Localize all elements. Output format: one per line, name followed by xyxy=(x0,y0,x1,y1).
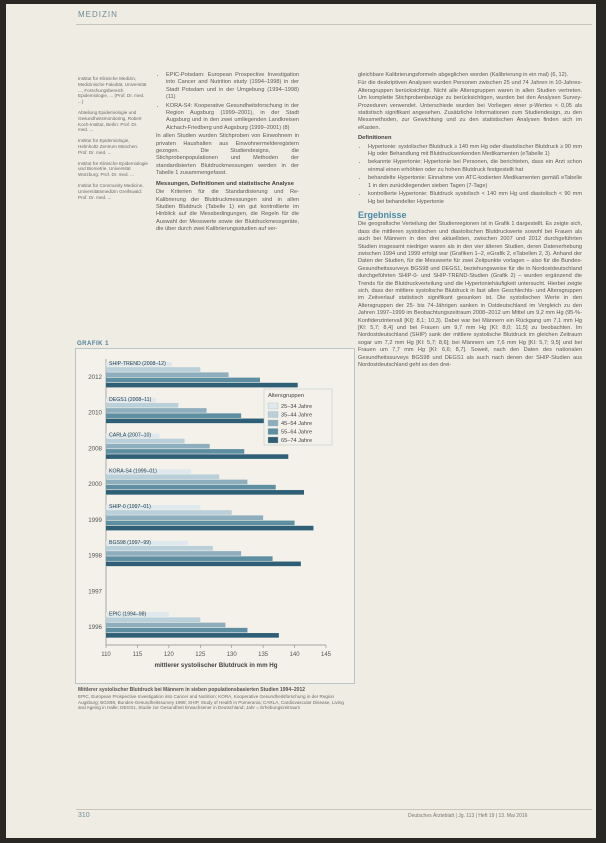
bar xyxy=(106,617,200,622)
paragraph: Für die deskriptiven Analysen wurden Personen zwischen 25 und 74 Jahren in 10-Jahres-Altersgruppen berücksichtigt. Nicht alle Altersgruppen waren in allen Studien vertreten. Um komplette Stichprobenbezüge zu berücksichtigen, wurden bei den Analysen Survey-Prozeduren verwendet. Unterschiede wurden bei Vorliegen einer p-Wertes < 0,05 als statistisch signifikant angesehen. Zusätzliche Informationen zum Studiendesign, zu den Messmethoden, zur Gewichtung und zu den statistischen Analysen finden sich im eKasten. xyxy=(358,80,582,131)
bar xyxy=(106,378,260,383)
affiliation-4: Institut für Klinische Epidemiologie und Biometrie, Universität Würzburg: Prof. Dr. med. ... xyxy=(78,160,148,178)
chart-frame xyxy=(75,348,355,684)
section-label: MEDIZIN xyxy=(78,10,118,19)
text-column-middle xyxy=(156,72,299,235)
x-tick-label: 120 xyxy=(163,652,174,658)
x-tick-label: 115 xyxy=(132,652,143,658)
x-tick-label: 130 xyxy=(226,652,237,658)
legend-entry: 65–74 Jahre xyxy=(281,438,313,444)
legend-entry: 55–64 Jahre xyxy=(281,429,313,436)
definition-item: • kontrollierte Hypertonie: Blutdruck systolisch < 140 mm Hg und diastolisch < 90 mm Hg bei behandelter Hypertonie xyxy=(368,191,582,206)
paragraph: gleichbare Kalibrierungsformeln abgeglichen worden (Kalibrierung in ein mal) (6, 12). xyxy=(358,72,569,78)
bar xyxy=(106,480,247,485)
year-label: 2008 xyxy=(88,445,102,453)
bar xyxy=(106,454,288,459)
study-label: BGS98 (1997–99) xyxy=(109,539,151,546)
study-label: DEGS1 (2008–11) xyxy=(109,396,152,403)
legend-swatch xyxy=(268,403,278,409)
text-column-right xyxy=(358,72,582,370)
x-axis-label: mittlerer systolischer Blutdruck in mm Hg xyxy=(154,662,278,669)
journal-page xyxy=(6,4,596,838)
bar xyxy=(106,521,295,526)
bar xyxy=(106,403,178,408)
bar xyxy=(106,413,241,418)
bar xyxy=(106,474,219,479)
bar xyxy=(106,562,301,567)
footer-rule xyxy=(76,809,592,810)
study-label: SHIP-TREND (2008–12) xyxy=(109,361,166,368)
bar xyxy=(106,439,185,444)
legend-title: Altersgruppen xyxy=(268,393,305,399)
results-heading: Ergebnisse xyxy=(358,209,407,220)
page-number: 310 xyxy=(78,812,90,819)
results-paragraph: Die geografische Verteilung der Studienregionen ist in Grafik 1 dargestellt. Es zeigte sich, dass die mittleren systolischen und diastolischen Blutdruckwerte sowohl bei Frauen als auch bei Männern in den drei aktuellsten, zwischen 2007 und 2012 durchgeführten Studien insgesamt niedriger waren als in den vier älteren Studien, deren Datenerhebung zwischen 1994 und 1999 erfolgt war (Grafiken 1–2, eGrafik 2, eTabellen 2, 3). Anhand der Daten der Studien, für die Messwerte für zwei Zeitpunkte vorlagen – also für die Bundes-Gesundheitssurveys BGS98 und DEGS1, beziehungsweise für die in Nordostdeutschland durchgeführten SHIP-0- und SHIP-TREND-Studien (Grafik 2) – wurden ergänzend die Trends für die Blutdruckverteilung und die Hypertoniehäufigkeit untersucht. Hierbei zeigte sich, dass der mittlere systolische Blutdruck in fast allen Geschlechts- und Altersgruppen im Zeitverlauf statistisch signifikant gesunken ist. Die systolischen Werte in den Altersgruppen der 25- bis 74-Jährigen sanken in Ostdeutschland im Vergleich zu den Jahren 1997–1999 im Beobachtungszeitraum 2008–2012 um Mittel um 9,2 mm Hg (95-%-Konfidenzintervall [KI]: 8,1; 10,3). Dabei war bei Männern ein Rückgang um 7,1 mm Hg [KI: 5,7; 8,4] und bei Frauen um 9,7 mm Hg [KI: 8,0; 11,5] zu beobachten. Im Nordostdeutschland (SHIP) sank der mittlere systolische Blutdruck im gleichen Zeitraum sogar um 7,2 mm Hg [KI: 5,7; 8,6]; bei Männern um 7,6 mm Hg [KI: 5,7; 9,5] und bei Frauen um 7,7 mm Hg [KI: 6,6; 8,7]. Soweit, nach den Daten des nationalen Gesundheitssurveys BGS98 und DEGS1 als auch nach denen der SHIP-Studien aus Nordostdeutschland geht es den drei- xyxy=(358,221,582,369)
definition-item: • bekannte Hypertonie: Hypertonie bei Personen, die berichteten, dass ein Arzt schon einmal einen erhöhten oder zu hohen Blutdruck festgestellt hat xyxy=(368,159,582,174)
bar xyxy=(106,444,210,449)
bar xyxy=(106,490,304,495)
bar xyxy=(106,633,279,638)
year-label: 1999 xyxy=(88,516,102,524)
study-item-epic: • EPIC-Potsdam: European Prospective Investigation into Cancer and Nutrition study (1994–1998) in der Stadt Potsdam und in der Umgebung (1994–1998) (11) xyxy=(166,72,299,102)
bar xyxy=(106,628,247,633)
journal-reference: Deutsches Ärzteblatt | Jg. 113 | Heft 19 | 13. Mai 2016 xyxy=(408,813,528,819)
legend-swatch xyxy=(268,412,278,418)
year-label: 1997 xyxy=(88,588,102,596)
x-tick-label: 140 xyxy=(289,652,300,658)
caption-title: Mittlerer systolischer Blutdruck bei Männern in sieben populationsbasierten Studien 1994–2012 xyxy=(78,687,306,693)
x-tick-label: 110 xyxy=(101,652,111,658)
paragraph: Die Kriterien für die Standardisierung und Re-Kalibrierung der Blutdruckmessungen sind in allen Studien Blutdruck (Tabelle 1) ein gut kontrollierte im Hinblick auf die Messbedingungen, die Regeln für die Auswahl der Messwerte sowie der Blutdruckmessgeräte, die über durch zwei Kalibrierungsstudien auf ver- xyxy=(156,189,299,233)
graphic-label: GRAFIK 1 xyxy=(77,341,110,347)
bar xyxy=(106,383,298,388)
study-label: SHIP-0 (1997–01) xyxy=(109,504,151,511)
affiliation-5: Institut für Community Medicine, Universitätsmedizin Greifswald: Prof. Dr. med. ... xyxy=(78,182,144,200)
header-rule xyxy=(76,24,592,25)
study-label: EPIC (1994–98) xyxy=(109,611,147,618)
caption-text: EPIC, European Prospective Investigation into Cancer and Nutrition; KORA, Kooperative Gesundheitsforschung in der Region Augsburg; BGS98, Bundes-Gesundheitssurvey 1998; SHIP, Study of Health in Pomerania; CARLA, Cardiovascular Disease, Living and Ageing in Halle; DEGS1, Studie zur Gesundheit Erwachsener in Deutschland; Jahr = Erhebungszeitraum xyxy=(78,693,344,711)
affiliation-2: Abteilung Epidemiologie und Gesundheitsmonitoring, Robert Koch-Institut, Berlin: Prof. Dr. med. ... xyxy=(78,109,142,133)
definition-list xyxy=(358,144,582,206)
subheading-definitions: Definitionen xyxy=(358,135,392,142)
legend-swatch xyxy=(268,437,278,443)
bar xyxy=(106,408,207,413)
bar xyxy=(106,510,232,515)
affiliation-1: Institut für Klinische Medizin, Medizinische Fakultät, Universität ..., Forschungsbereich Epidemiologie, ... (Prof. Dr. med. ...) xyxy=(78,76,147,105)
year-label: 2000 xyxy=(88,481,102,489)
author-affiliations xyxy=(78,76,148,205)
bar xyxy=(106,367,200,372)
bar xyxy=(106,485,276,490)
bar-chart xyxy=(76,349,354,683)
bar xyxy=(106,419,285,424)
legend-entry: 45–54 Jahre xyxy=(281,421,313,427)
bar xyxy=(106,449,244,454)
legend-entry: 25–34 Jahre xyxy=(281,404,313,410)
x-tick-label: 135 xyxy=(258,652,269,658)
bar xyxy=(106,556,273,561)
legend-swatch xyxy=(268,420,278,426)
figure-caption xyxy=(78,688,348,711)
year-label: 1996 xyxy=(88,624,102,632)
legend-swatch xyxy=(268,429,278,435)
year-label: 2012 xyxy=(88,373,102,381)
affiliation-3: Institut für Epidemiologie, Helmholtz Zentrum München: Prof. Dr. med. ... xyxy=(78,138,139,155)
definition-item: • Hypertonie: systolischer Blutdruck ≥ 140 mm Hg oder diastolischer Blutdruck ≥ 90 mm Hg oder Behandlung mit Blutdrucksenkenden Medikamenten (eTabelle 1) xyxy=(368,144,582,159)
year-label: 2010 xyxy=(88,409,102,417)
study-item-kora: • KORA-S4: Kooperative Gesundheitsforschung in der Region Augsburg (1999–2001), in der Stadt Augsburg und in den zwei umliegenden Landkreisen Aichach-Friedberg und Augsburg (1999–2001) (8) xyxy=(166,103,299,133)
bar xyxy=(106,515,263,520)
bar xyxy=(106,551,241,556)
definition-item: • behandelte Hypertonie: Einnahme von ATC-kodierten Medikamenten gemäß eTabelle 1 in den zurückliegenden sieben Tagen (7-Tage) xyxy=(368,175,582,190)
year-label: 1998 xyxy=(88,552,102,560)
bar xyxy=(106,546,213,551)
x-tick-label: 145 xyxy=(320,652,332,658)
legend-entry: 35–44 Jahre xyxy=(281,412,313,419)
bar xyxy=(106,526,313,531)
paragraph: In allen Studien wurden Stichproben von Einwohnern in privaten Haushalten aus Einwohnermelderegistern gezogen. Die Studiendesigns, die Stichprobenpopulationen und Methoden der standardisierten Blutdruckmessungen werden in der Tabelle 1 zusammengefasst. xyxy=(156,133,299,177)
study-label: CARLA (2007–10) xyxy=(109,432,152,439)
bar xyxy=(106,372,229,377)
study-label: KORA-S4 (1999–01) xyxy=(109,468,157,475)
x-tick-label: 125 xyxy=(195,652,206,658)
study-list xyxy=(156,72,299,132)
bar xyxy=(106,623,225,628)
subheading-methods: Messungen, Definitionen und statistische Analyse xyxy=(156,180,294,187)
